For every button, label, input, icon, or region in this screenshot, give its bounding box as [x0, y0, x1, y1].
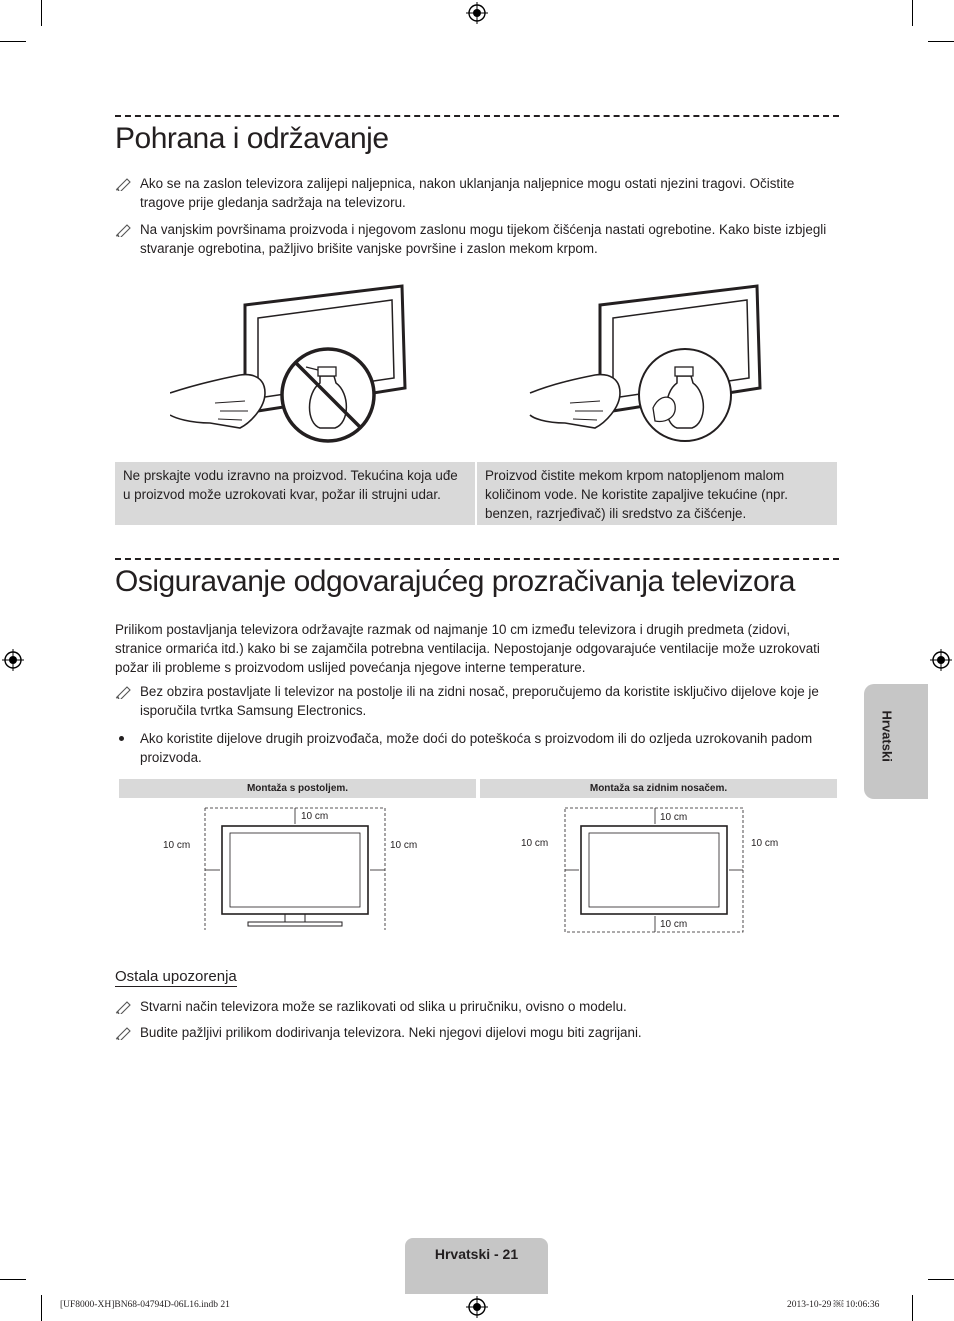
stand-clearance-diagram: [150, 802, 410, 932]
clearance-label-right: 10 cm: [751, 838, 779, 849]
bullet-dot: [119, 736, 124, 741]
wall-mount-clearance-diagram: [555, 802, 755, 934]
crop-mark: [912, 0, 913, 26]
page-number-label: Hrvatski - 21: [434, 1246, 519, 1262]
print-file-info: [UF8000-XH]BN68-04794D-06L16.indb 21: [60, 1300, 230, 1310]
tv-cleaning-prohibited-illustration: [170, 283, 410, 448]
note-text: Stvarni način televizora može se razlikovati od slika u priručniku, ovisno o modelu.: [140, 999, 627, 1014]
language-side-tab-label: Hrvatski: [879, 710, 895, 762]
ventilation-intro: Prilikom postavljanja televizora održavajte razmak od najmanje 10 cm između televizora i drugih predmeta (zidovi, stranice ormarića itd.) kako bi se zajamčila potrebna ventilacija. Nepostojanje odgovarajuće ventilacije može uzrokovati požar ili probleme s proizvodom uslijed povećanja njegove interne temperature.: [115, 622, 820, 675]
pencil-note-icon: [115, 685, 133, 699]
note-text: Bez obzira postavljate li televizor na postolje ili na zidni nosač, preporučujemo da koristite isključivo dijelove koje je isporučila tvrtka Samsung Electronics.: [140, 684, 819, 718]
pencil-note-icon: [115, 1026, 133, 1040]
registration-mark-icon: [2, 649, 24, 671]
clearance-label-right: 10 cm: [390, 840, 418, 851]
clearance-label-top: 10 cm: [301, 811, 329, 822]
section-divider: [115, 558, 839, 560]
pencil-note-icon: [115, 177, 133, 191]
subsection-title-other-warnings: Ostala upozorenja: [115, 968, 237, 985]
caption-correct: Proizvod čistite mekom krpom natopljenom malom količinom vode. Ne koristite zapaljive tekućine (npr. benzen, razrjeđivač) ili sredstvo za čišćenje.: [477, 462, 837, 525]
language-side-tab: [864, 684, 928, 799]
print-timestamp: 2013-10-29 ￼ 10:06:36: [787, 1300, 880, 1310]
note-text: Budite pažljivi prilikom dodirivanja televizora. Neki njegovi dijelovi mogu biti zagrijani.: [140, 1025, 642, 1040]
registration-mark-icon: [930, 649, 952, 671]
registration-mark-icon: [466, 2, 488, 24]
crop-mark: [41, 0, 42, 26]
section-title-storage: Pohrana i održavanje: [115, 122, 389, 155]
crop-mark: [41, 1295, 42, 1321]
note-text: Na vanjskim površinama proizvoda i njegovom zaslonu mogu tijekom čišćenja nastati ogrebotine. Kako biste izbjegli stvaranje ogrebotina, pažljivo brišite vanjske površine i zaslon mekom krpom.: [140, 222, 827, 256]
pencil-note-icon: [115, 1000, 133, 1014]
clearance-label-left: 10 cm: [521, 838, 549, 849]
note-text: Ako se na zaslon televizora zalijepi naljepnica, nakon uklanjanja naljepnice mogu ostati njezini tragovi. Očistite tragove prije gledanja sadržaja na televizoru.: [140, 176, 795, 210]
crop-mark: [0, 41, 26, 42]
diagram-header-wall: Montaža sa zidnim nosačem.: [480, 779, 837, 798]
caption-prohibited: Ne prskajte vodu izravno na proizvod. Tekućina koja uđe u proizvod može uzrokovati kvar, požar ili strujni udar.: [115, 462, 475, 525]
crop-mark: [912, 1295, 913, 1321]
section-divider: [115, 115, 839, 117]
clearance-label-bottom: 10 cm: [660, 919, 688, 930]
clearance-label-top: 10 cm: [660, 812, 688, 823]
bullet-text: Ako koristite dijelove drugih proizvođača, može doći do poteškoća s proizvodom ili do ozljeda uzrokovanih padom proizvoda.: [140, 731, 813, 765]
crop-mark: [928, 1279, 954, 1280]
crop-mark: [0, 1279, 26, 1280]
pencil-note-icon: [115, 223, 133, 237]
tv-cleaning-correct-illustration: [525, 283, 765, 448]
registration-mark-icon: [466, 1296, 488, 1318]
clearance-label-left: 10 cm: [163, 840, 191, 851]
crop-mark: [928, 41, 954, 42]
section-title-ventilation: Osiguravanje odgovarajućeg prozračivanja televizora: [115, 565, 795, 598]
diagram-header-stand: Montaža s postoljem.: [119, 779, 476, 798]
